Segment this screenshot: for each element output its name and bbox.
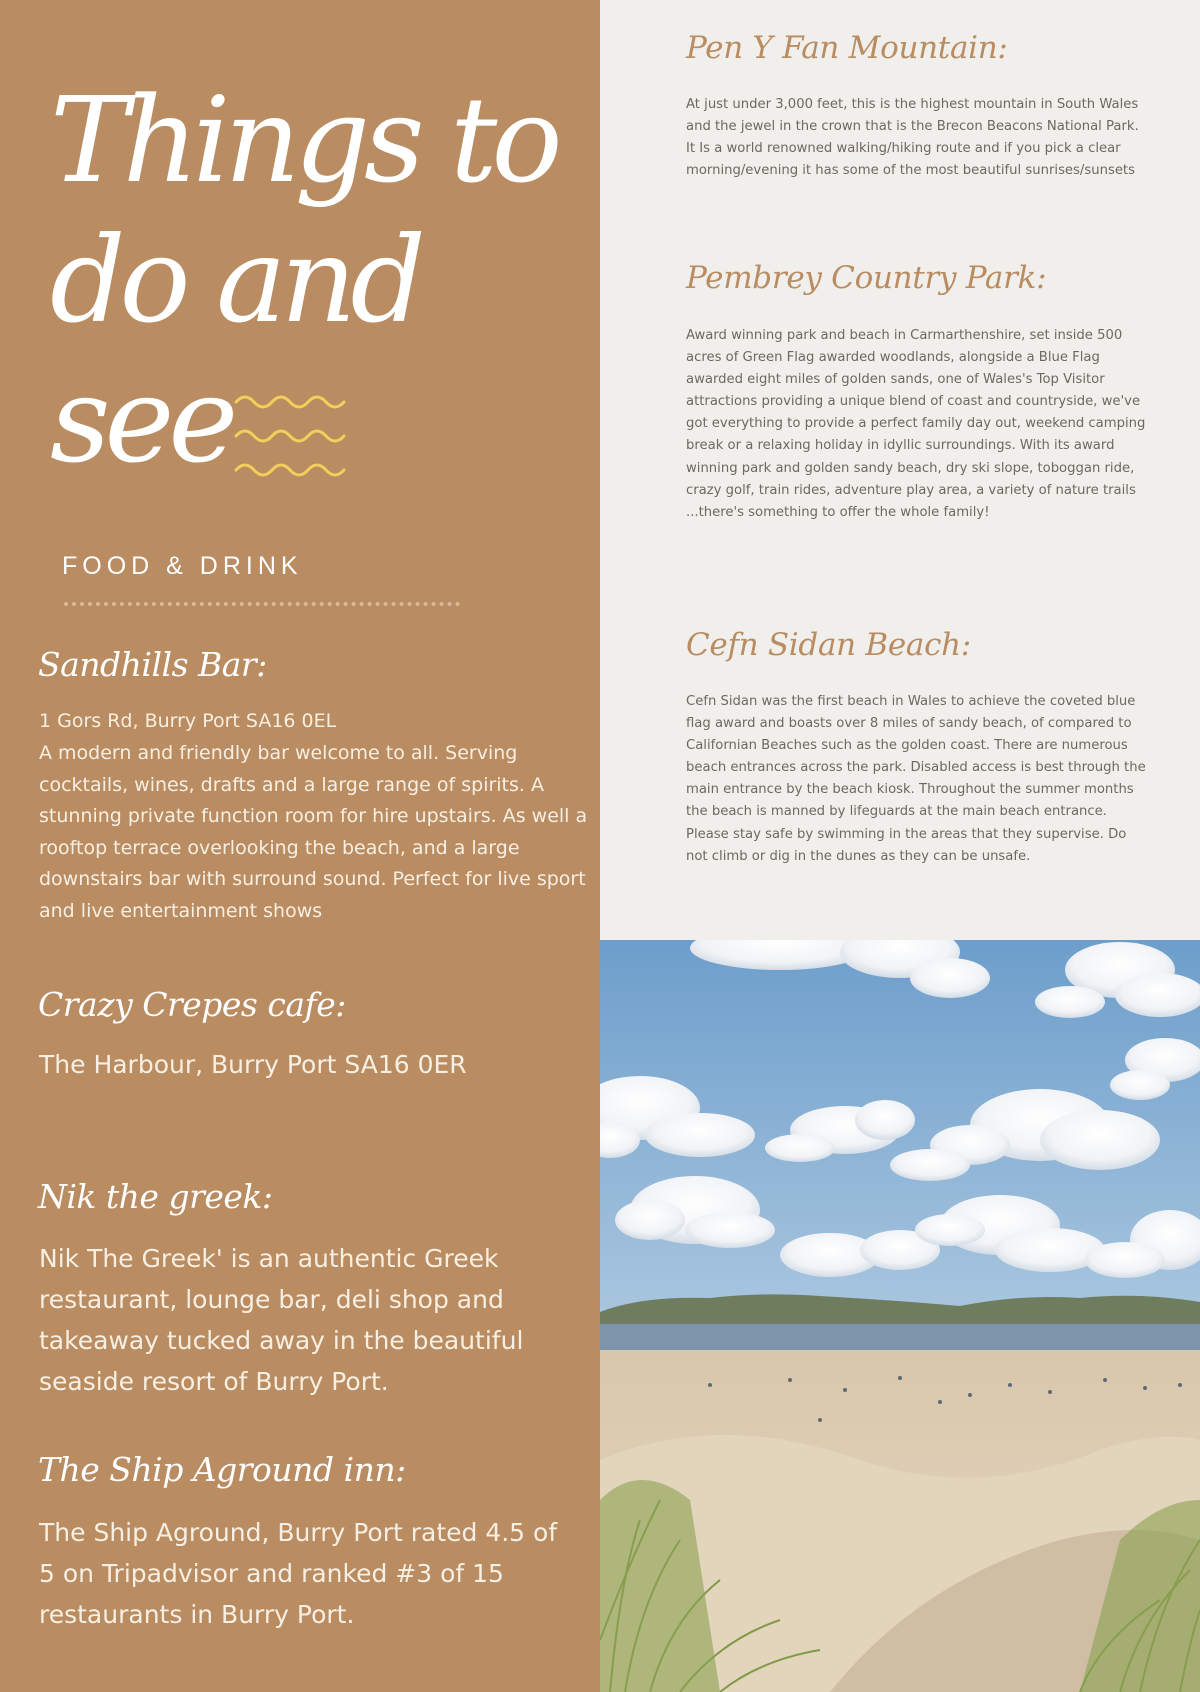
venue-address: 1 Gors Rd, Burry Port SA16 0EL bbox=[39, 710, 337, 732]
venue-name: Nik the greek: bbox=[38, 1177, 273, 1216]
venue-name: Sandhills Bar: bbox=[38, 645, 267, 684]
venue-description: A modern and friendly bar welcome to all. Serving cocktails, wines, drafts and a large range of spirits. A stunning private function room for hire upstairs. As well a rooftop terrace overlooking the beach, and a large downstairs bar with surround sound. Perfect for live sport and live entertainment shows bbox=[39, 742, 588, 922]
venue-name: Crazy Crepes cafe: bbox=[38, 985, 346, 1024]
attraction-name: Cefn Sidan Beach: bbox=[686, 627, 971, 663]
attraction-description: Award winning park and beach in Carmarthenshire, set inside 500 acres of Green Flag awarded woodlands, alongside a Blue Flag awarded eight miles of golden sands, one of Wales's Top Visitor attractions providing a unique blend of coast and countryside, we've got everything to provide a perfect family day out, weekend camping break or a relaxing holiday in idyllic surroundings. With its award winning park and golden sandy beach, dry ski slope, toboggan ride, crazy golf, train rides, adventure play area, a variety of nature trails ...there's something to offer the whole family! bbox=[686, 328, 1146, 520]
attraction-description: Cefn Sidan was the first beach in Wales to achieve the coveted blue flag award and boasts over 8 miles of sandy beach, of compared to Californian Beaches such as the golden coast. There are numerous beach entrances across the park. Disabled access is best through the main entrance by the beach kiosk. Throughout the summer months the beach is manned by lifeguards at the main beach entrance. Please stay safe by swimming in the areas that they supervise. Do not climb or dig in the dunes as they can be unsafe. bbox=[686, 694, 1146, 864]
venue-description: The Harbour, Burry Port SA16 0ER bbox=[39, 1050, 467, 1079]
venue-description: Nik The Greek' is an authentic Greek restaurant, lounge bar, deli shop and takeaway tucked away in the beautiful seaside resort of Burry Port. bbox=[39, 1244, 524, 1396]
dotted-divider bbox=[64, 602, 460, 606]
venue-name: The Ship Aground inn: bbox=[38, 1450, 406, 1489]
beach-scene-image bbox=[600, 940, 1200, 1692]
title-line-1: Things to bbox=[50, 71, 557, 209]
attraction-name: Pembrey Country Park: bbox=[686, 260, 1047, 296]
title-line-2: do and see bbox=[50, 211, 420, 489]
venue-description: The Ship Aground, Burry Port rated 4.5 of 5 on Tripadvisor and ranked #3 of 15 restaurants in Burry Port. bbox=[39, 1518, 558, 1629]
food-drink-heading: FOOD & DRINK bbox=[62, 552, 303, 580]
attraction-description: At just under 3,000 feet, this is the highest mountain in South Wales and the jewel in the crown that is the Brecon Beacons National Park. It Is a world renowned walking/hiking route and if you pick a clear morning/evening it has some of the most beautiful sunrises/sunsets bbox=[686, 97, 1139, 179]
beach-photo bbox=[600, 940, 1200, 1692]
attraction-name: Pen Y Fan Mountain: bbox=[686, 30, 1008, 66]
wave-decoration-icon bbox=[234, 390, 348, 480]
